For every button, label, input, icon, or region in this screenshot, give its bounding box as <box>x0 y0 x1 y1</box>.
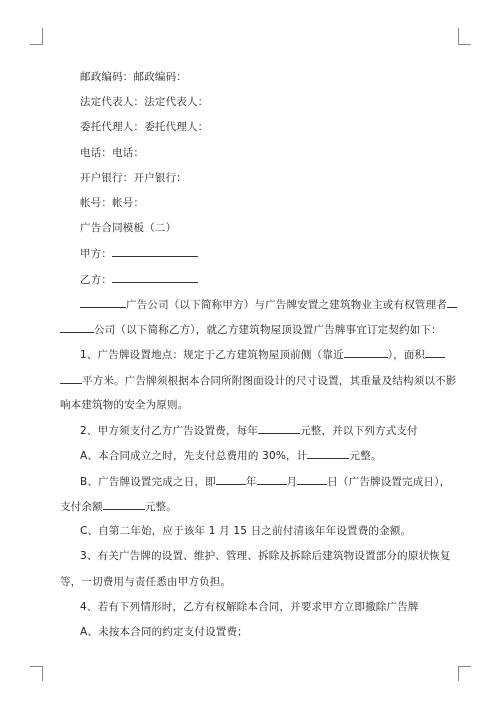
clause-2b-text-d: 元整。 <box>144 501 177 513</box>
intro-text-1: 广告公司（以下简称甲方）与广告牌安置之建筑物业主或有权管理者 <box>126 299 447 311</box>
crop-mark-bottom-left <box>30 666 43 681</box>
clause-4-line: 4、若有下列情形时，乙方有权解除本合同，并要求甲方立即撤除广告牌 <box>80 601 419 613</box>
party-a-blank <box>112 246 198 257</box>
clause-1-text-c: 平方米。广告牌须根据本合同所附图面设计的尺寸设置，其重量及结构须以不影 <box>82 375 457 387</box>
first-payment-blank <box>307 448 349 459</box>
clause-4a-line: A、未按本合同的约定支付设置费； <box>80 626 248 638</box>
clause-2c-line: C、自第二年始，应于该年 1 月 15 日之前付清该年年设置费的金额。 <box>80 525 412 537</box>
clause-3-line-2: 等，一切费用与责任悉由甲方负担。 <box>60 576 232 588</box>
location-blank <box>344 347 388 358</box>
month-blank <box>257 474 287 485</box>
party-b-line <box>80 272 198 287</box>
clause-2b-line-2 <box>60 499 177 514</box>
ad-company-blank <box>80 297 126 308</box>
day-blank <box>297 474 327 485</box>
intro-text-2: 公司（以下简称乙方），就乙方建筑物屋顶设置广告牌事宜订定契约如下： <box>94 324 442 336</box>
clause-2a-text-b: 元整。 <box>349 450 382 462</box>
account-number-line: 帐号：帐号： <box>80 197 145 209</box>
bank-line: 开户银行：开户银行： <box>80 172 187 184</box>
clause-1-line-2 <box>60 373 457 388</box>
crop-mark-top-right <box>458 28 471 45</box>
clause-2a-line <box>80 448 382 463</box>
clause-2-text-b: 元整，并以下列方式支付 <box>300 425 418 437</box>
clause-1-line-1 <box>80 347 445 362</box>
intro-line-1 <box>80 297 457 312</box>
clause-1-text-b: ），面积 <box>387 349 426 361</box>
crop-mark-top-left <box>30 28 43 45</box>
area-blank-2 <box>60 373 82 384</box>
crop-mark-bottom-right <box>458 666 471 681</box>
year-label: 年 <box>245 476 257 488</box>
annual-fee-blank <box>258 423 300 434</box>
party-b-blank <box>112 272 198 283</box>
month-label: 月 <box>286 476 298 488</box>
area-blank-1 <box>425 347 445 358</box>
legal-representative-line: 法定代表人：法定代表人： <box>80 96 209 108</box>
owner-blank <box>447 297 457 308</box>
clause-2a-text-a: A、本合同成立之时，先支付总费用的 30%，计 <box>80 450 308 462</box>
balance-blank <box>103 499 145 510</box>
party-a-label: 甲方： <box>80 248 113 260</box>
clause-1-line-3: 响本建筑物的安全为原则。 <box>60 399 189 411</box>
clause-2b-text-c: 支付余额 <box>60 501 103 513</box>
clause-2b-line-1 <box>80 474 450 489</box>
phone-line: 电话：电话： <box>80 147 145 159</box>
clause-3-line-1: 3、有关广告牌的设置、维护、管理、拆除及拆除后建筑物设置部分的原状恢复 <box>80 550 451 562</box>
year-blank <box>216 474 246 485</box>
document-title: 广告合同模板（二） <box>80 222 177 234</box>
clause-2-line <box>80 423 418 438</box>
clause-2b-text-a: B、广告牌设置完成之日，即 <box>80 476 216 488</box>
clause-2-text-a: 2、甲方须支付乙方广告设置费，每年 <box>80 425 259 437</box>
party-b-label: 乙方： <box>80 274 113 286</box>
party-b-company-blank <box>60 322 94 333</box>
party-a-line <box>80 246 198 261</box>
clause-1-text-a: 1、广告牌设置地点：规定于乙方建筑物屋顶前侧（靠近 <box>80 349 344 361</box>
clause-2b-text-b: 日（广告牌设置完成日）， <box>327 476 451 488</box>
intro-line-2 <box>60 322 442 337</box>
authorized-agent-line: 委托代理人：委托代理人： <box>80 121 209 133</box>
postal-code-line: 邮政编码：邮政编码： <box>80 71 187 83</box>
